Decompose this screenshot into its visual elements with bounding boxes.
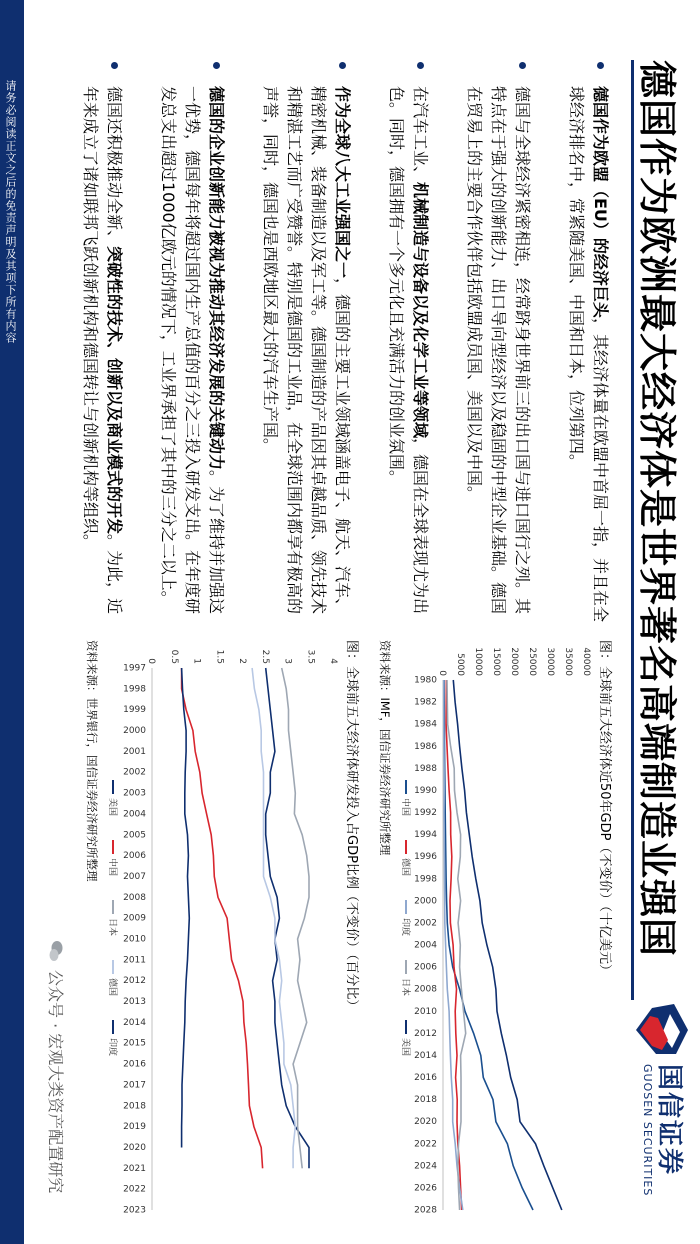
bullet-bold-text: 突破性的技术、创新以及商业模式的开发 [105, 246, 124, 535]
footer [45, 940, 68, 1193]
x-tick-label: 2008 [414, 984, 437, 995]
bullet-item [156, 60, 228, 625]
bullet-bold-text: 作为全球八大工业强国之一 [333, 86, 352, 279]
series-line-美国 [266, 668, 309, 1168]
y-tick-label: 0 [437, 670, 447, 676]
legend-label: 日本 [107, 918, 117, 937]
x-tick-label: 2016 [414, 1073, 437, 1083]
x-tick-label: 2009 [123, 913, 146, 924]
x-tick-label: 2013 [123, 997, 146, 1008]
x-tick-label: 2018 [414, 1095, 437, 1106]
x-tick-label: 1992 [414, 808, 437, 818]
legend-label: 中国 [107, 858, 117, 877]
gdp-chart-title: 图：全球前五大经济体近50年GDP（不变价）（十亿美元） [597, 640, 612, 977]
x-tick-label: 2006 [123, 851, 146, 862]
bullet-list [48, 60, 612, 625]
y-tick-label: 1 [191, 658, 202, 664]
disclaimer-text: 请务必阅读正文之后的免责声明及其项下所有内容 [4, 80, 17, 344]
x-tick-label: 1998 [123, 684, 146, 695]
x-tick-label: 2011 [123, 955, 146, 966]
rd-chart-title: 图：全球前五大经济体研发投入占GDP比例（不变价）（百分比） [344, 640, 359, 1013]
y-tick-label: 1.5 [214, 649, 225, 664]
logo-chinese-name: 国信证券 [654, 1064, 684, 1177]
bullet-dot-icon [519, 62, 526, 69]
rd-line-chart [102, 640, 342, 1220]
x-tick-label: 2017 [123, 1080, 146, 1091]
x-tick-label: 2004 [123, 809, 146, 820]
x-tick-label: 2003 [123, 788, 146, 799]
x-tick-label: 2018 [123, 1101, 146, 1112]
bullet-text: 。为此，近年来成立了诸如联邦飞跃创新机构和德国转让与创新机构等组织。 [81, 86, 124, 615]
legend-label: 日本 [400, 978, 410, 997]
guosen-logo-icon [632, 1000, 692, 1058]
x-tick-label: 1994 [414, 830, 437, 841]
bullet-text: 德国还积极推动全新、 [105, 86, 124, 247]
logo-english-name: GUOSEN SECURITIES [641, 1064, 654, 1197]
x-tick-label: 1998 [414, 874, 437, 885]
x-tick-label: 1984 [414, 719, 437, 730]
page-title: 德国作为欧洲最大经济体是世界著名高端制造业强国 [635, 60, 679, 958]
y-tick-label: 5000 [455, 653, 465, 676]
y-tick-label: 3 [282, 658, 293, 664]
x-tick-label: 2014 [414, 1050, 437, 1061]
bullet-dot-icon [597, 62, 604, 69]
series-line-美国 [453, 680, 562, 1210]
gdp-chart-block [377, 640, 616, 1220]
x-tick-label: 2026 [414, 1183, 437, 1194]
y-tick-label: 2 [237, 658, 247, 664]
x-tick-label: 2024 [414, 1161, 437, 1172]
bullet-text: 。为了维持并加强这一优势，德国每年将超过国内生产总值的百分之三投入研发支出。在年度研发总支出超过1000亿欧元的情况下，工业界承担了其中的三分之二以上。 [159, 86, 226, 615]
bullet-item [564, 60, 612, 625]
disclaimer-sidebar [0, 0, 24, 1244]
bullet-dot-icon [339, 62, 346, 69]
series-line-日本 [282, 668, 309, 1168]
y-tick-label: 40000 [581, 647, 591, 676]
legend-label: 德国 [107, 978, 117, 997]
x-tick-label: 2007 [123, 871, 146, 882]
x-tick-label: 1988 [414, 763, 437, 774]
y-tick-label: 4 [328, 658, 338, 664]
gdp-line-chart [395, 640, 595, 1220]
bullet-item [462, 60, 534, 625]
y-tick-label: 0.5 [168, 649, 179, 664]
y-tick-label: 35000 [563, 647, 573, 676]
x-tick-label: 2023 [123, 1205, 146, 1216]
x-tick-label: 1982 [414, 697, 437, 708]
x-tick-label: 2014 [123, 1017, 146, 1028]
bullet-text: 德国与全球经济紧密相连，经常跻身世界前三的出口国与进口国行之列。其特点在于强大的创新能力、出口导向型经济以及稳固的中型企业基础。德国在贸易上的主要合作伙伴包括欧盟成员国、美国以及中国。 [465, 86, 532, 615]
x-tick-label: 1997 [123, 663, 146, 674]
legend-label: 印度 [400, 918, 410, 937]
wechat-icon [49, 940, 65, 962]
x-tick-label: 2021 [123, 1163, 146, 1174]
x-tick-label: 2005 [123, 830, 146, 841]
rd-chart-source: 资料来源：世界银行，国信证券经济研究所整理 [85, 640, 99, 882]
bullet-text: ，德国的主要工业领域涵盖电子、航天、汽车、精密机械、装备制造以及军工等。德国制造的产品因其卓越品质、领先技术和精湛工艺而广受赞誉。特别是德国的工业品，在全球范围内都享有极高的声誉，同时，德国也是西欧地区最大的汽车生产国。 [261, 86, 352, 615]
x-tick-label: 2020 [414, 1117, 437, 1128]
rd-chart-block [84, 640, 363, 1220]
x-tick-label: 1986 [414, 741, 437, 752]
x-tick-label: 2001 [123, 746, 146, 757]
bullet-bold-text: 德国作为欧盟（EU）的经济巨头 [591, 86, 610, 318]
x-tick-label: 2028 [414, 1205, 437, 1216]
y-tick-label: 30000 [545, 647, 555, 676]
legend-label: 美国 [107, 798, 117, 817]
x-tick-label: 2015 [123, 1038, 146, 1049]
x-tick-label: 1996 [414, 852, 437, 863]
footer-text: 公众号 · 宏观大类资产配置研究 [46, 970, 65, 1194]
slide [30, 0, 700, 1244]
x-tick-label: 2010 [123, 934, 146, 945]
x-tick-label: 1999 [123, 705, 146, 716]
x-tick-label: 2019 [123, 1122, 146, 1133]
chart-column [70, 640, 616, 1220]
bullet-item [78, 60, 126, 625]
x-tick-label: 2012 [414, 1028, 437, 1039]
y-tick-label: 15000 [491, 647, 501, 676]
x-tick-label: 2002 [414, 918, 437, 929]
x-tick-label: 2000 [123, 726, 146, 737]
title-underline [631, 60, 634, 1000]
bullet-dot-icon [111, 62, 118, 69]
bullet-dot-icon [213, 62, 220, 69]
x-tick-label: 2012 [123, 976, 146, 987]
x-tick-label: 2000 [414, 896, 437, 907]
y-tick-label: 10000 [473, 647, 483, 676]
bullet-text: ，其经济体量在欧盟中首屈一指，并且在全球经济排名中，常紧随美国、中国和日本，位列第四。 [567, 86, 610, 622]
legend-label: 美国 [400, 1038, 410, 1057]
x-tick-label: 2004 [414, 940, 437, 951]
bullet-bold-text: 德国的企业创新能力被视为推动其经济发展的关键动力 [207, 86, 226, 471]
x-tick-label: 2010 [414, 1006, 437, 1017]
bullet-dot-icon [417, 62, 424, 69]
y-tick-label: 25000 [527, 647, 537, 676]
x-tick-label: 2008 [123, 892, 146, 903]
bullet-bold-text: 机械制造与设备以及化学工业等领域 [411, 182, 430, 439]
y-tick-label: 3.5 [305, 649, 316, 664]
bullet-item [384, 60, 432, 625]
legend-label: 印度 [107, 1038, 117, 1057]
x-tick-label: 2002 [123, 767, 146, 778]
series-line-中国 [182, 668, 263, 1168]
slide-canvas [30, 0, 700, 1244]
legend-label: 德国 [400, 858, 410, 877]
series-line-印度 [182, 668, 190, 1148]
legend-label: 中国 [400, 798, 410, 817]
bullet-text: 在汽车工业、 [411, 86, 430, 183]
x-tick-label: 2016 [123, 1059, 146, 1070]
x-tick-label: 2006 [414, 962, 437, 973]
company-logo [624, 1000, 694, 1200]
x-tick-label: 2022 [123, 1184, 146, 1195]
y-tick-label: 2.5 [259, 649, 270, 664]
x-tick-label: 1990 [414, 785, 437, 796]
y-tick-label: 0 [146, 658, 156, 664]
bullet-text: ，德国在全球表现尤为出色。同时，德国拥有一个多元化且充满活力的创业氛围。 [387, 86, 430, 615]
y-tick-label: 20000 [509, 647, 519, 676]
x-tick-label: 2020 [123, 1142, 146, 1153]
x-tick-label: 2022 [414, 1139, 437, 1150]
bullet-item [258, 60, 354, 625]
gdp-chart-source: 资料来源：IMF，国信证券经济研究所整理 [378, 640, 392, 856]
x-tick-label: 1980 [414, 675, 437, 686]
